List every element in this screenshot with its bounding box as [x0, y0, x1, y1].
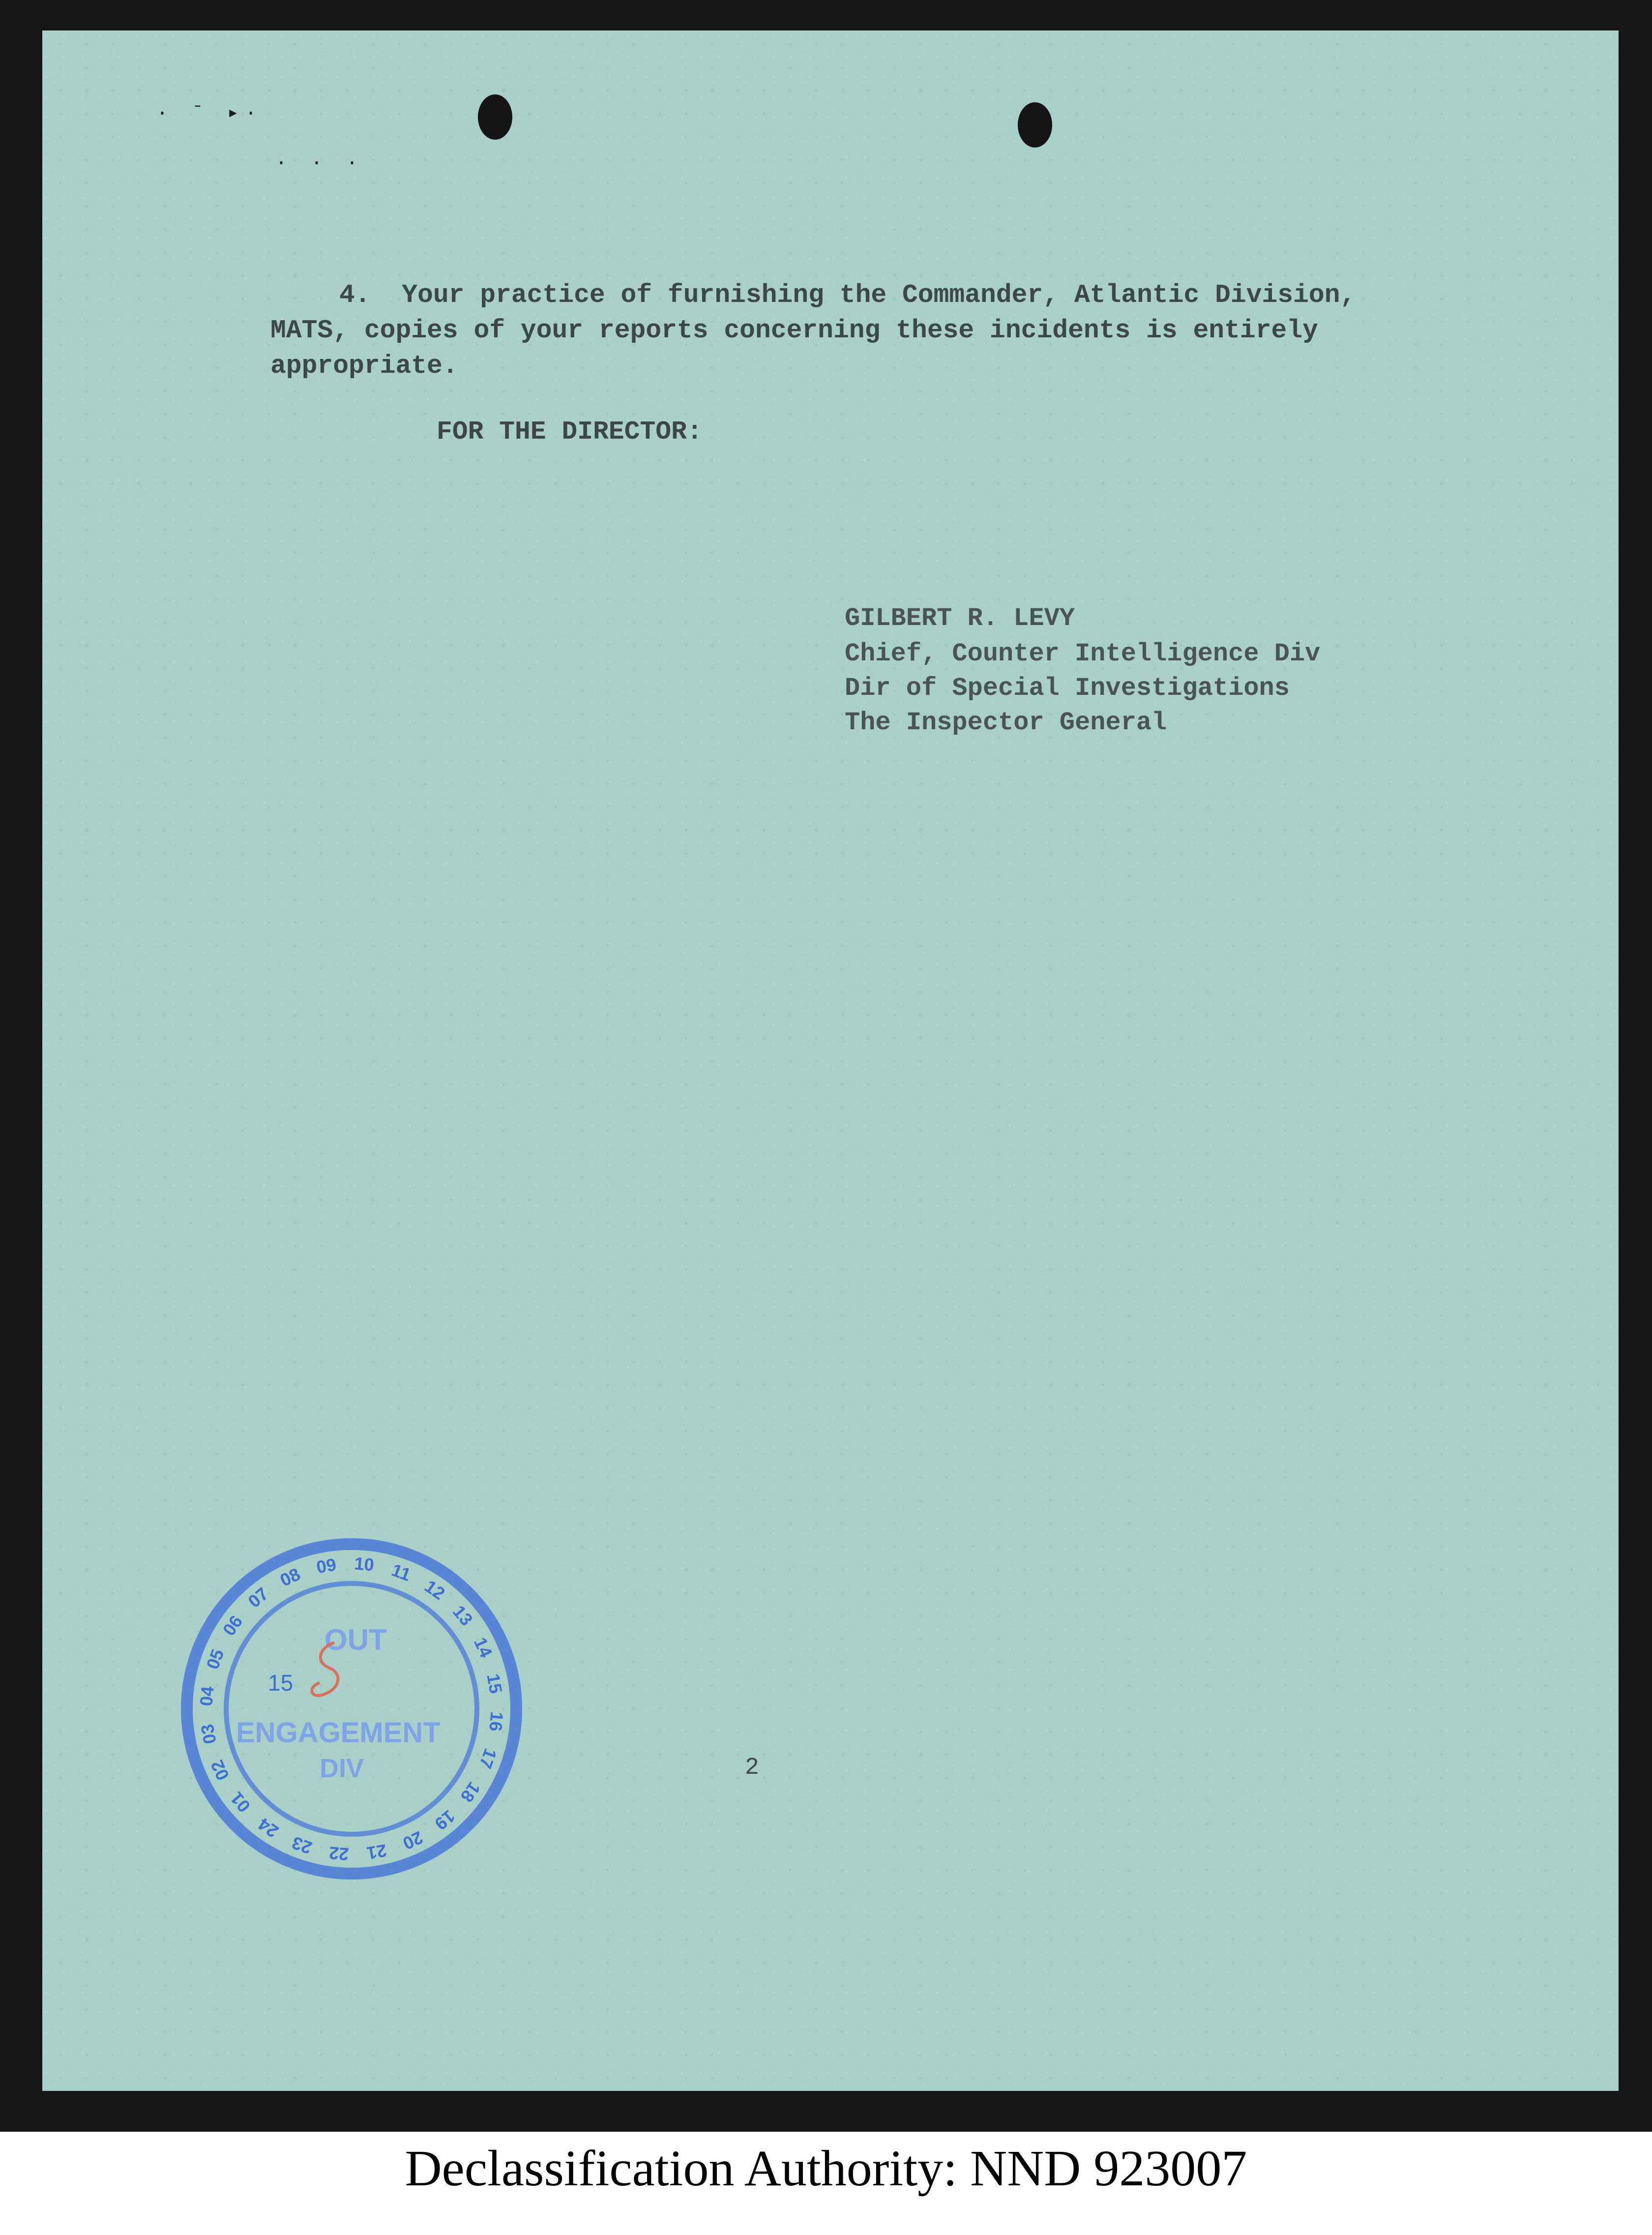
stamp-dial-number: 12: [421, 1576, 449, 1604]
scan-specks: · ˉ ▸·: [156, 103, 263, 125]
stamp-dial-number: 11: [389, 1559, 413, 1585]
signer-name: GILBERT R. LEVY: [845, 604, 1075, 633]
signer-title-2: Dir of Special Investigations: [845, 674, 1290, 703]
signer-title-3: The Inspector General: [845, 708, 1167, 737]
stamp-day: 15: [268, 1670, 294, 1696]
stamp-text-out: OUT: [324, 1623, 387, 1656]
declassification-footer: Declassification Authority: NND 923007: [405, 2140, 1247, 2197]
stamp-dial-number: 21: [365, 1840, 388, 1864]
paragraph-line-2: MATS, copies of your reports concerning these incidents is entirely: [270, 316, 1318, 345]
stamp-dial-number: 18: [456, 1778, 485, 1806]
page-number: 2: [745, 1755, 759, 1781]
stamp-dial-number: 06: [218, 1611, 247, 1639]
stamp-dial-number: 16: [485, 1711, 507, 1732]
stamp-dial-number: 17: [475, 1746, 501, 1771]
stamp-dial-number: 02: [206, 1757, 234, 1784]
stamp-dial-number: 08: [277, 1564, 303, 1591]
stamp-dial-number: 09: [315, 1554, 338, 1578]
stamp-dial-number: 10: [354, 1553, 375, 1575]
punch-hole-left: [478, 94, 512, 140]
closing-line: FOR THE DIRECTOR:: [437, 417, 703, 447]
stamp-dial-number: 13: [448, 1601, 477, 1630]
stamp-dial-number: 24: [254, 1814, 282, 1842]
stamp-dial-number: 05: [202, 1646, 228, 1672]
stamp-dial-number: 20: [400, 1827, 426, 1854]
signer-title-1: Chief, Counter Intelligence Div: [845, 639, 1321, 668]
stamp-dial-number: 14: [470, 1634, 497, 1661]
scan-specks: · · ·: [275, 152, 364, 175]
stamp-dial-number: 03: [197, 1723, 220, 1746]
paragraph-line-1: 4. Your practice of furnishing the Commander, Atlantic Division,: [339, 280, 1356, 310]
stamp-dial-number: 22: [328, 1843, 350, 1865]
stamp-text-engagement: ENGAGEMENT: [236, 1717, 441, 1749]
punch-hole-right: [1018, 102, 1052, 148]
stamp-dial-number: 01: [226, 1788, 255, 1817]
date-stamp: [175, 1532, 529, 1886]
stamp-dial-number: 19: [431, 1806, 459, 1834]
stamp-dial-number: 23: [289, 1832, 315, 1858]
paragraph-line-3: appropriate.: [270, 351, 458, 381]
stamp-dial-number: 15: [483, 1672, 506, 1695]
handwritten-mark: [300, 1638, 354, 1701]
stamp-dial-number: 04: [196, 1685, 218, 1707]
stamp-text-div: DIV: [320, 1754, 364, 1783]
stamp-dial-number: 07: [244, 1583, 272, 1612]
